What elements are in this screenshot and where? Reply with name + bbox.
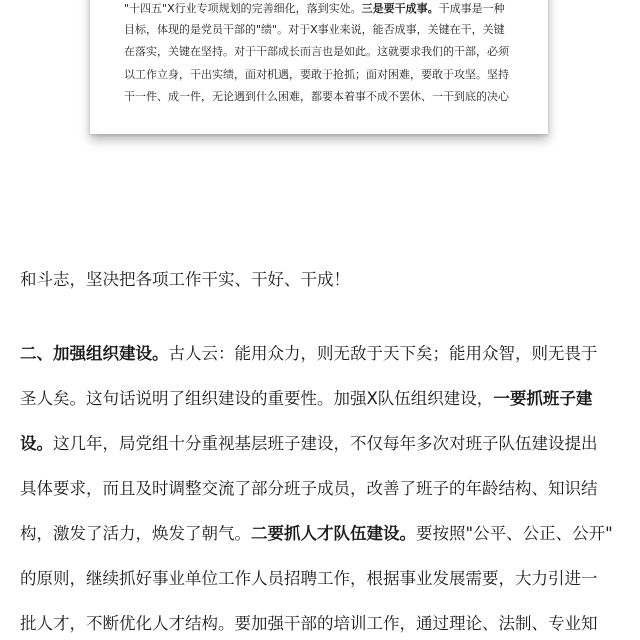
text-run: 具体要求，而且及时调整交流了部分班子成员，改善了班子的年龄结构、知识结 [20, 479, 598, 498]
text-run: 这几年，局党组十分重视基层班子建设，不仅每年多次对班子队伍建设提出 [53, 434, 598, 453]
article-text-line [20, 432, 598, 456]
preview-text-line [124, 2, 524, 16]
article-text-line [20, 387, 592, 411]
text-run: 的原则，继续抓好事业单位工作人员招聘工作，根据事业发展需要，大力引进一 [20, 569, 598, 588]
text-run: 干成事是一种 [438, 2, 505, 15]
bold-text: 设。 [20, 434, 53, 453]
text-run: 古人云：能用众力，则无敌于天下矣；能用众智，则无畏于 [168, 344, 598, 363]
preview-text-line [124, 23, 524, 37]
preview-text-line [124, 90, 524, 104]
bold-text: 一要抓班子建 [493, 389, 593, 408]
text-run: 要按照"公平、公正、公开" [416, 524, 613, 543]
document-preview-card [90, 0, 548, 134]
article-text-line [20, 477, 598, 501]
bold-text: 二要抓人才队伍建设。 [251, 524, 416, 543]
bold-text: 三是要干成事。 [361, 2, 439, 15]
preview-text-line [124, 45, 524, 59]
text-run: 在落实，关键在坚持。对于干部成长而言也是如此。这就要求我们的干部，必须 [124, 45, 509, 58]
text-run: "十四五"X行业专项规划的完善细化，落到实处。 [124, 2, 362, 15]
text-run: 干一件、成一件，无论遇到什么困难，都要本着事不成不罢休、一干到底的决心 [124, 90, 509, 103]
text-run: 和斗志，坚决把各项工作干实、干好、干成！ [20, 270, 350, 289]
bold-text: 二、加强组织建设。 [20, 344, 169, 363]
text-run: 圣人矣。这句话说明了组织建设的重要性。加强X队伍组织建设， [20, 389, 494, 408]
text-run: 构，激发了活力，焕发了朝气。 [20, 524, 251, 543]
text-run: 目标，体现的是党员干部的"绩"。对于X事业来说，能否成事，关键在干，关键 [124, 23, 505, 36]
preview-text-line [124, 68, 524, 82]
article-text-line [20, 567, 598, 591]
text-run: 批人才，不断优化人才结构。要加强干部的培训工作，通过理论、法制、专业知 [20, 614, 598, 633]
article-text-line [20, 612, 598, 636]
article-text-line [20, 268, 350, 292]
article-text-line [20, 342, 598, 366]
article-text-line [20, 522, 613, 546]
text-run: 以工作立身，干出实绩，面对机遇，要敢于抢抓；面对困难，要敢于攻坚。坚持 [124, 68, 509, 81]
